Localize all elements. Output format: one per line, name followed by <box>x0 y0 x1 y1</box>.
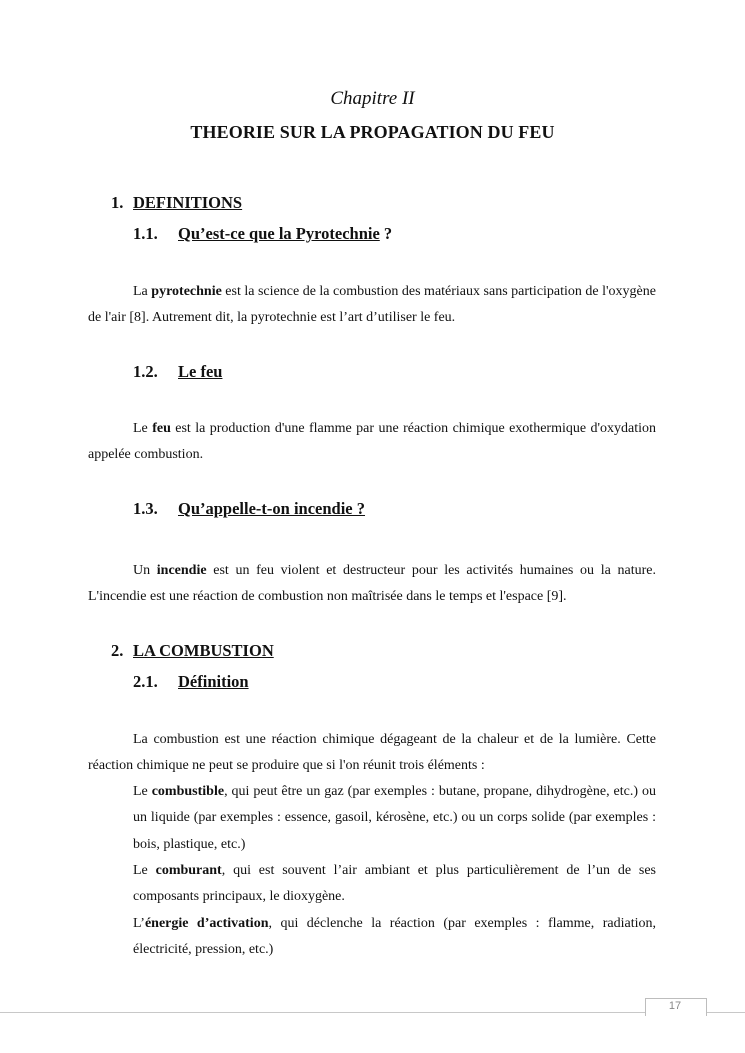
term-feu: feu <box>152 421 171 436</box>
paragraph-pyrotechnie <box>88 279 656 331</box>
paragraph-combustion-intro <box>88 727 656 779</box>
subsection-title: Qu’appelle-t-on incendie ? <box>178 499 366 518</box>
section-number: 2. <box>111 641 124 660</box>
paragraph-prefix: La <box>133 284 152 299</box>
subsection-heading-pyrotechnie <box>133 224 633 246</box>
subsection-heading-definition <box>133 672 633 694</box>
list-item-comburant <box>133 858 656 911</box>
item-text: , qui déclenche la réaction (par exemples : flamme, radiation, électricité, pression, etc.) <box>133 916 656 958</box>
section-heading-combustion <box>111 641 511 663</box>
list-item-energie-activation <box>133 911 656 964</box>
subsection-number: 1.3. <box>133 499 158 518</box>
footer-divider <box>0 1012 745 1013</box>
paragraph-text: est un feu violent et destructeur pour les activités humaines ou la nature. L'incendie est une réaction de combustion non maîtrisée dans le temps et l'espace [9]. <box>88 563 656 604</box>
section-heading-definitions <box>111 193 511 215</box>
paragraph-text: La combustion est une réaction chimique dégageant de la chaleur et de la lumière. Cette réaction chimique ne peut se produire que si l'on réunit trois éléments : <box>88 732 656 773</box>
subsection-number: 1.1. <box>133 224 158 243</box>
item-text: , qui est souvent l’air ambiant et plus particulièrement de l’un de ses composants principaux, le dioxygène. <box>133 863 657 905</box>
item-text: , qui peut être un gaz (par exemples : butane, propane, dihydrogène, etc.) ou un liquide (par exemples : essence, gasoil, kérosène, etc.) ou un corps solide (par exemples : bois, plastique, etc.) <box>133 784 656 852</box>
paragraph-feu <box>88 416 656 468</box>
section-title: LA COMBUSTION <box>133 641 274 660</box>
subsection-heading-incendie <box>133 499 633 521</box>
chapter-label: Chapitre II <box>330 88 415 109</box>
term-incendie: incendie <box>156 563 207 578</box>
page-number: 17 <box>668 1000 682 1012</box>
item-prefix: Le <box>133 784 152 799</box>
term-comburant: comburant <box>155 863 222 878</box>
subsection-title: Le feu <box>178 362 223 381</box>
section-title: DEFINITIONS <box>133 193 243 212</box>
term-combustible: combustible <box>151 784 225 799</box>
section-number: 1. <box>111 193 124 212</box>
list-item-combustible <box>133 779 656 858</box>
item-prefix: L’ <box>133 916 145 931</box>
paragraph-text: est la production d'une flamme par une réaction chimique exothermique d'oxydation appelée combustion. <box>88 421 656 462</box>
subsection-title: Qu’est-ce que la Pyrotechnie <box>178 224 380 243</box>
subsection-number: 1.2. <box>133 362 158 381</box>
term-energie-activation: énergie d’activation <box>144 916 269 931</box>
paragraph-prefix: Un <box>133 563 157 578</box>
subsection-title: Définition <box>178 672 249 691</box>
term-pyrotechnie: pyrotechnie <box>151 284 222 299</box>
paragraph-incendie <box>88 558 656 610</box>
subsection-heading-feu <box>133 362 633 384</box>
subsection-title-suffix: ? <box>379 224 393 243</box>
chapter-title: THEORIE SUR LA PROPAGATION DU FEU <box>190 122 555 142</box>
paragraph-text: est la science de la combustion des matériaux sans participation de l'oxygène de l'air [8]. Autrement dit, la pyrotechnie est l’art d’utiliser le feu. <box>88 284 656 325</box>
subsection-number: 2.1. <box>133 672 158 691</box>
item-prefix: Le <box>133 863 156 878</box>
paragraph-prefix: Le <box>133 421 153 436</box>
